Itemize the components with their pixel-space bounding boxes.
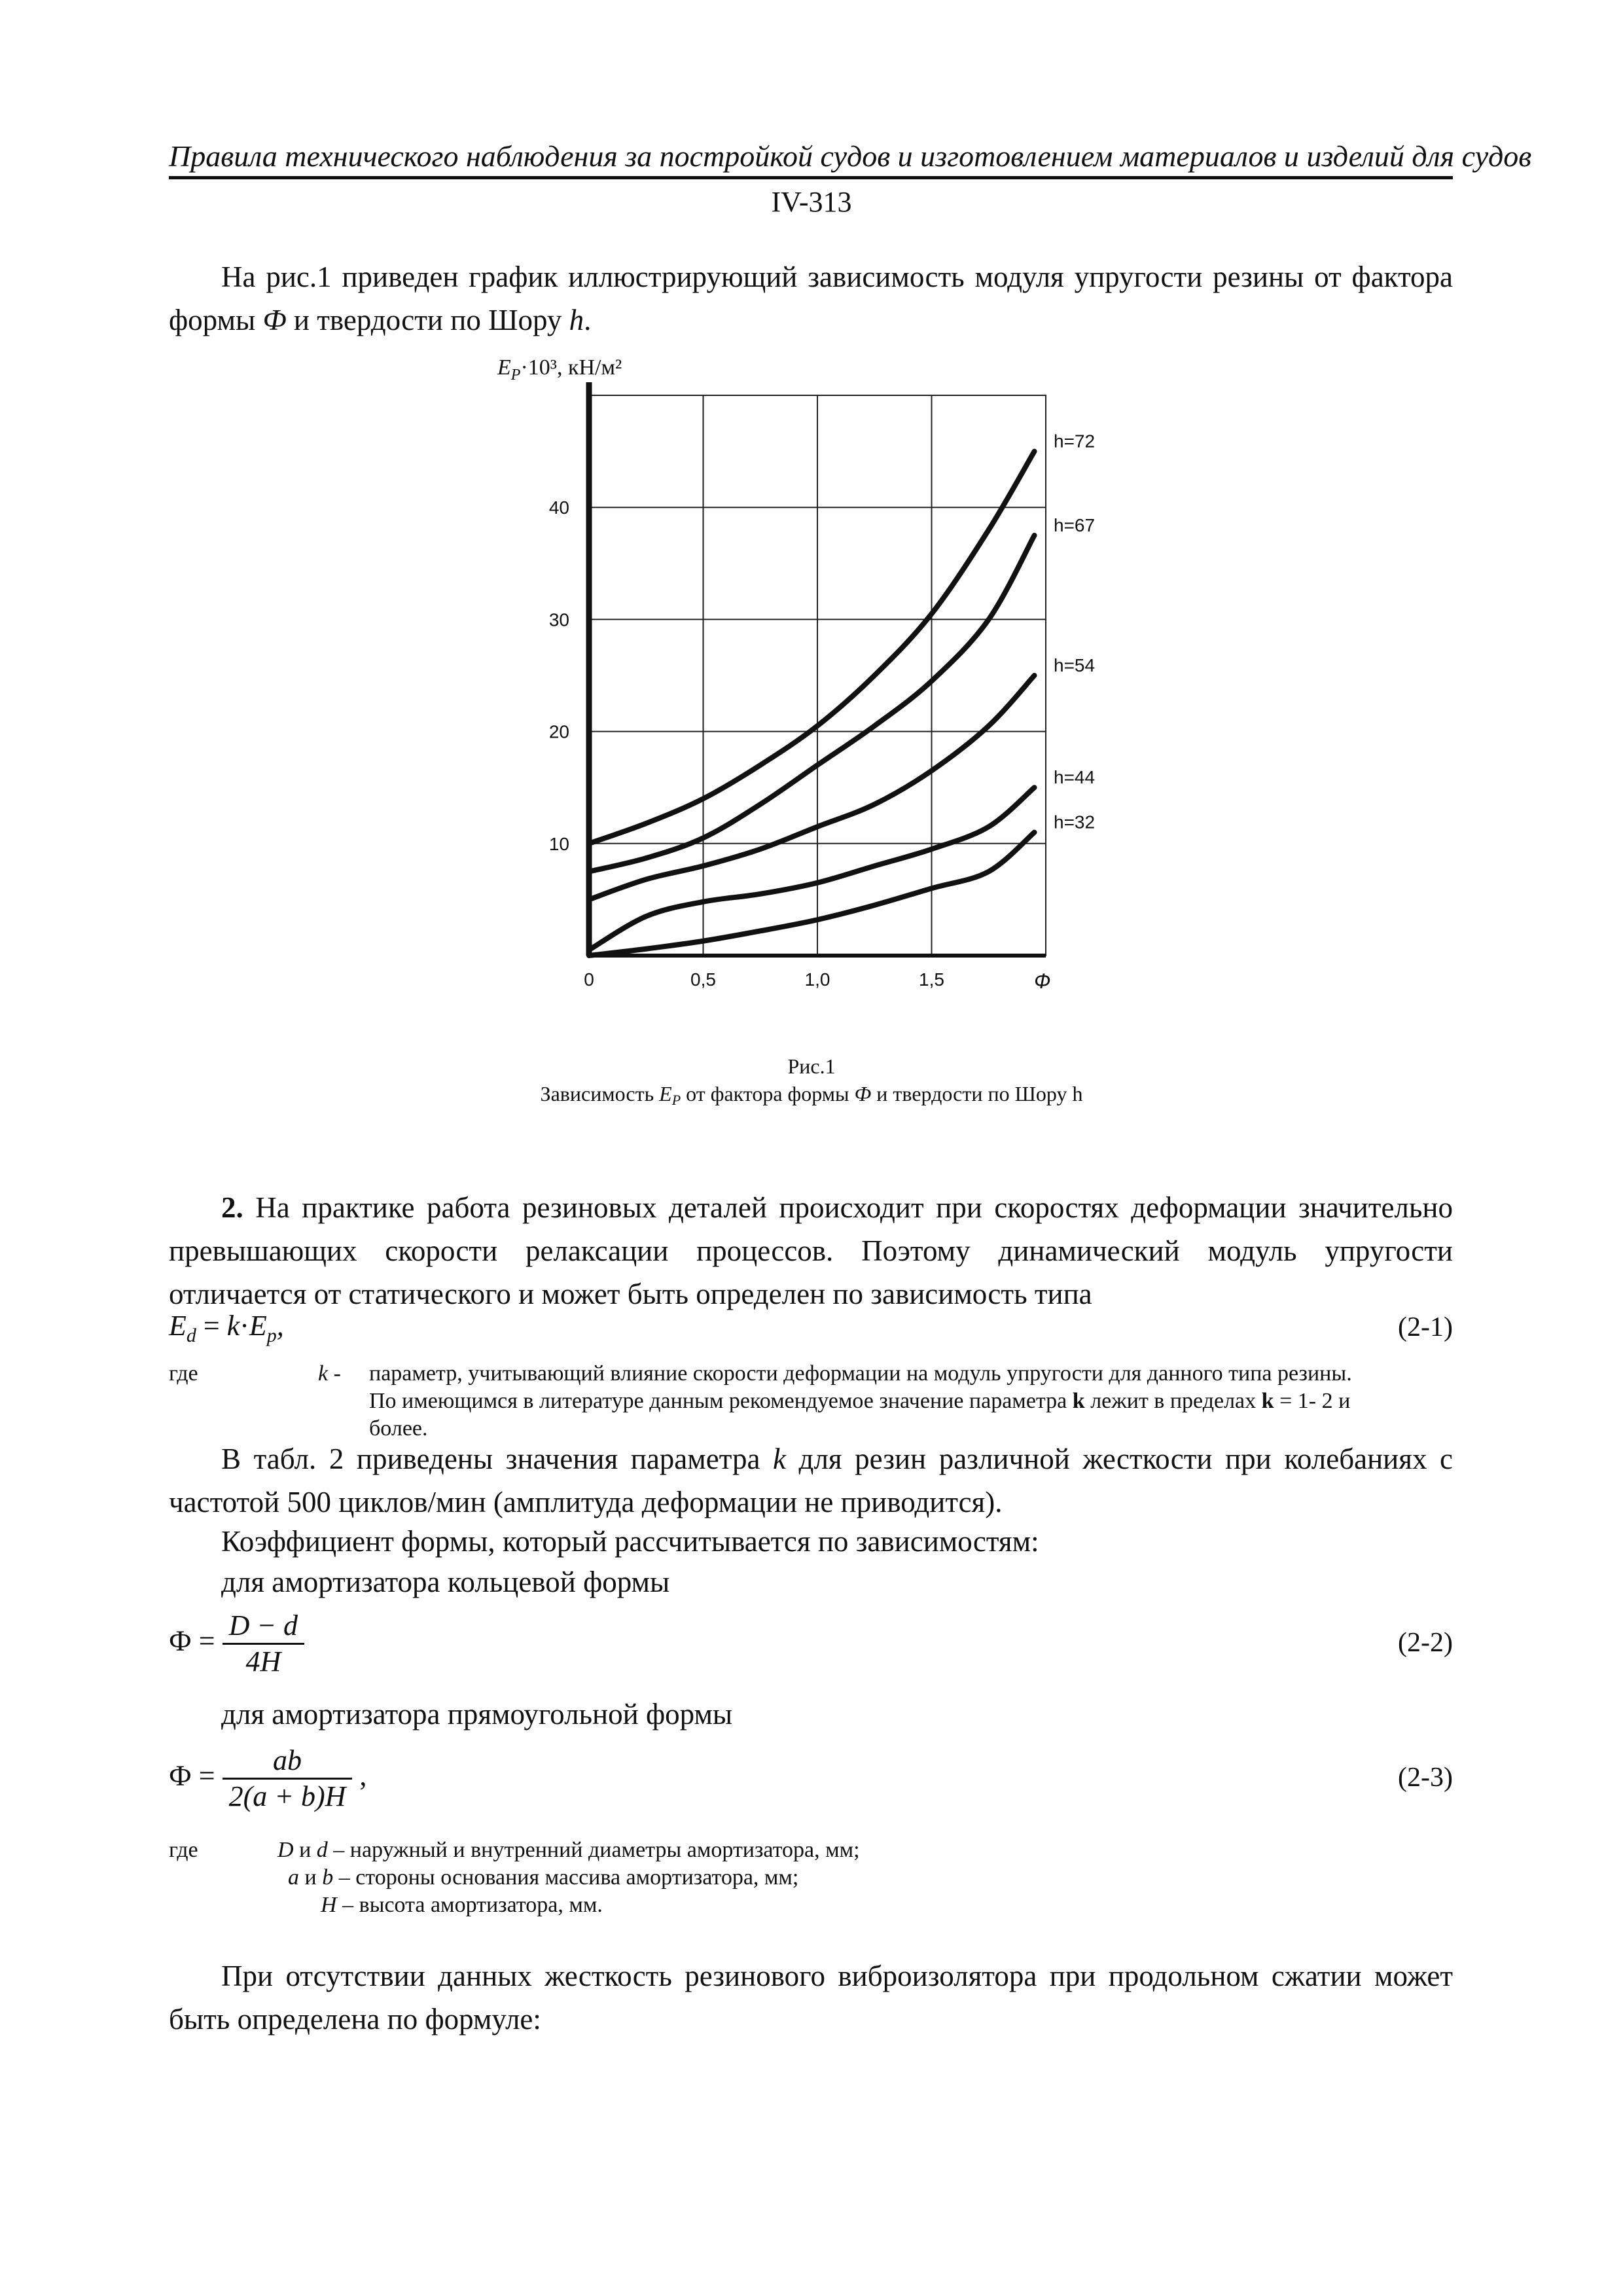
series-label-h=72: h=72 xyxy=(1054,431,1096,452)
section-2-number: 2. xyxy=(221,1191,243,1224)
x-tick-label-0: 0 xyxy=(584,969,594,990)
eq2-lhs: Ф xyxy=(169,1624,192,1657)
final-paragraph: При отсутствии данных жесткость резинового виброизолятора при продольном сжатии может быть определена по формуле: xyxy=(169,1960,1453,2036)
where-and-2: и xyxy=(299,1865,323,1890)
chart-grid xyxy=(589,382,1046,956)
figure-caption-p: P xyxy=(671,1092,681,1108)
where-k-line-2b: лежит в пределах xyxy=(1084,1389,1262,1413)
series-label-h=67: h=67 xyxy=(1054,515,1096,535)
eq1-e: E xyxy=(249,1310,267,1342)
eq1-e-sub: p xyxy=(266,1324,277,1346)
where-diameters-text: – наружный и внутренний диаметры амортизатора, мм; xyxy=(327,1838,860,1862)
x-tick-label-2: 1,0 xyxy=(804,969,830,990)
intro-text-1: На рис.1 приведен график иллюстрирующий зависимость модуля упругости резины от фактора формы xyxy=(169,260,1453,336)
where-a: a xyxy=(288,1865,299,1890)
where-k-bold-2: k xyxy=(1261,1389,1274,1413)
y-tick-label-3: 40 xyxy=(548,497,569,518)
elastic-modulus-chart xyxy=(0,0,1623,1021)
eq3-numerator: ab xyxy=(223,1744,353,1780)
where-sides xyxy=(288,1864,798,1892)
eq1-k: k xyxy=(226,1310,240,1342)
eq3-fraction xyxy=(223,1744,353,1814)
eq2-numerator: D − d xyxy=(223,1609,304,1645)
where-k-line-2a: По имеющимся в литературе данным рекомендуемое значение параметра xyxy=(369,1389,1073,1413)
x-tick-label-3: 1,5 xyxy=(919,969,944,990)
coef-line-1: Коэффициент формы, который рассчитывается по зависимостям: xyxy=(221,1525,1039,1558)
equation-number-2-2: (2-2) xyxy=(1398,1628,1453,1658)
where-k-line-3: более. xyxy=(369,1416,428,1441)
figure-caption-a: Зависимость xyxy=(540,1082,660,1105)
chart-series xyxy=(589,452,1035,956)
coef-line-2: для амортизатора кольцевой формы xyxy=(221,1566,670,1598)
coef-line-3: для амортизатора прямоугольной формы xyxy=(221,1698,733,1731)
eq3-equals: = xyxy=(191,1759,223,1792)
where-diameters xyxy=(277,1837,860,1864)
series-label-h=32: h=32 xyxy=(1054,812,1096,833)
intro-text-3: . xyxy=(584,304,592,336)
figure-caption-e: E xyxy=(659,1082,672,1105)
series-line-h=44 xyxy=(589,787,1035,950)
figure-label: Рис.1 xyxy=(787,1054,836,1078)
eq1-lhs: E xyxy=(169,1310,187,1342)
eq3-lhs: Ф xyxy=(169,1759,192,1792)
y-tick-label-0: 10 xyxy=(548,833,569,854)
where-k-dash: - xyxy=(328,1361,341,1386)
where-k-bold-1: k xyxy=(1072,1389,1085,1413)
eq1-comma: , xyxy=(276,1310,284,1342)
equation-number-2-1: (2-1) xyxy=(1398,1312,1453,1342)
table-paragraph-k: k xyxy=(773,1443,786,1475)
where-k-description xyxy=(369,1360,1455,1443)
where-label-2: где xyxy=(169,1838,198,1862)
eq2-denominator: 4H xyxy=(245,1645,281,1677)
where-k-symbol xyxy=(318,1360,341,1388)
y-axis-label: $E_P\cdot 10^3$, кН/м² xyxy=(497,355,622,384)
figure-caption-b: от фактора формы xyxy=(681,1082,855,1105)
where-D: D xyxy=(277,1838,294,1862)
eq1-lhs-sub: d xyxy=(186,1324,196,1346)
where-k-line-2 xyxy=(369,1388,1455,1415)
where-height-text: – высота амортизатора, мм. xyxy=(336,1893,603,1917)
intro-h: h xyxy=(569,304,584,336)
eq1-equals: = xyxy=(196,1310,227,1342)
where-H: H xyxy=(321,1893,337,1917)
where-height xyxy=(321,1892,603,1919)
table-paragraph-text-2: для резин различной жесткости при колебаниях с частотой 500 циклов/мин (амплитуда деформации не приводится). xyxy=(169,1443,1454,1518)
where-and-1: и xyxy=(293,1838,317,1862)
figure-caption-c: и твердости по Шору h xyxy=(871,1082,1083,1105)
where-b: b xyxy=(322,1865,334,1890)
x-tick-label-1: 0,5 xyxy=(690,969,716,990)
equation-2-2 xyxy=(169,1609,304,1679)
eq3-denominator: 2(a + b)H xyxy=(228,1780,346,1812)
eq3-comma: , xyxy=(352,1759,367,1792)
chart-ticks xyxy=(549,497,944,990)
series-line-h=32 xyxy=(589,833,1035,956)
document-header-title: Правила технического наблюдения за постройкой судов и изготовлением материалов и изделий для судов xyxy=(169,139,1532,173)
where-k: k xyxy=(318,1361,329,1386)
table-paragraph-text-1: В табл. 2 приведены значения параметра xyxy=(221,1443,773,1475)
eq2-equals: = xyxy=(191,1624,223,1657)
figure-caption-phi: Ф xyxy=(854,1082,872,1105)
section-2-text: На практике работа резиновых деталей происходит при скоростях деформации значительно превышающих скорости релаксации процессов. Поэтому динамический модуль упругости отличается от статического и может быть определен по зависимость типа xyxy=(169,1191,1453,1310)
table-reference-paragraph xyxy=(169,1437,1453,1524)
series-label-h=54: h=54 xyxy=(1054,655,1096,675)
y-tick-label-1: 20 xyxy=(548,721,569,742)
where-k-line-1: параметр, учитывающий влияние скорости деформации на модуль упругости для данного типа резины. xyxy=(369,1361,1352,1386)
equation-2-1 xyxy=(169,1309,284,1347)
where-sides-text: – стороны основания массива амортизатора, мм; xyxy=(333,1865,799,1890)
series-line-h=54 xyxy=(589,675,1035,899)
equation-2-3 xyxy=(169,1744,366,1814)
page-number: IV-313 xyxy=(771,186,852,218)
y-tick-label-2: 30 xyxy=(548,609,569,630)
equation-number-2-3: (2-3) xyxy=(1398,1763,1453,1793)
chart-series-labels xyxy=(1054,431,1095,833)
figure-caption xyxy=(0,1080,1623,1114)
x-axis-label: Ф xyxy=(1034,969,1051,993)
where-label-1: где xyxy=(169,1361,198,1386)
eq2-fraction xyxy=(223,1609,304,1679)
where-k-line-2c: = 1- 2 и xyxy=(1274,1389,1351,1413)
intro-text-2: и твердости по Шору xyxy=(286,304,569,336)
eq1-dot: · xyxy=(240,1310,249,1342)
intro-phi: Ф xyxy=(262,304,287,336)
series-label-h=44: h=44 xyxy=(1054,767,1096,788)
section-2-paragraph xyxy=(169,1186,1453,1316)
where-d: d xyxy=(316,1838,328,1862)
